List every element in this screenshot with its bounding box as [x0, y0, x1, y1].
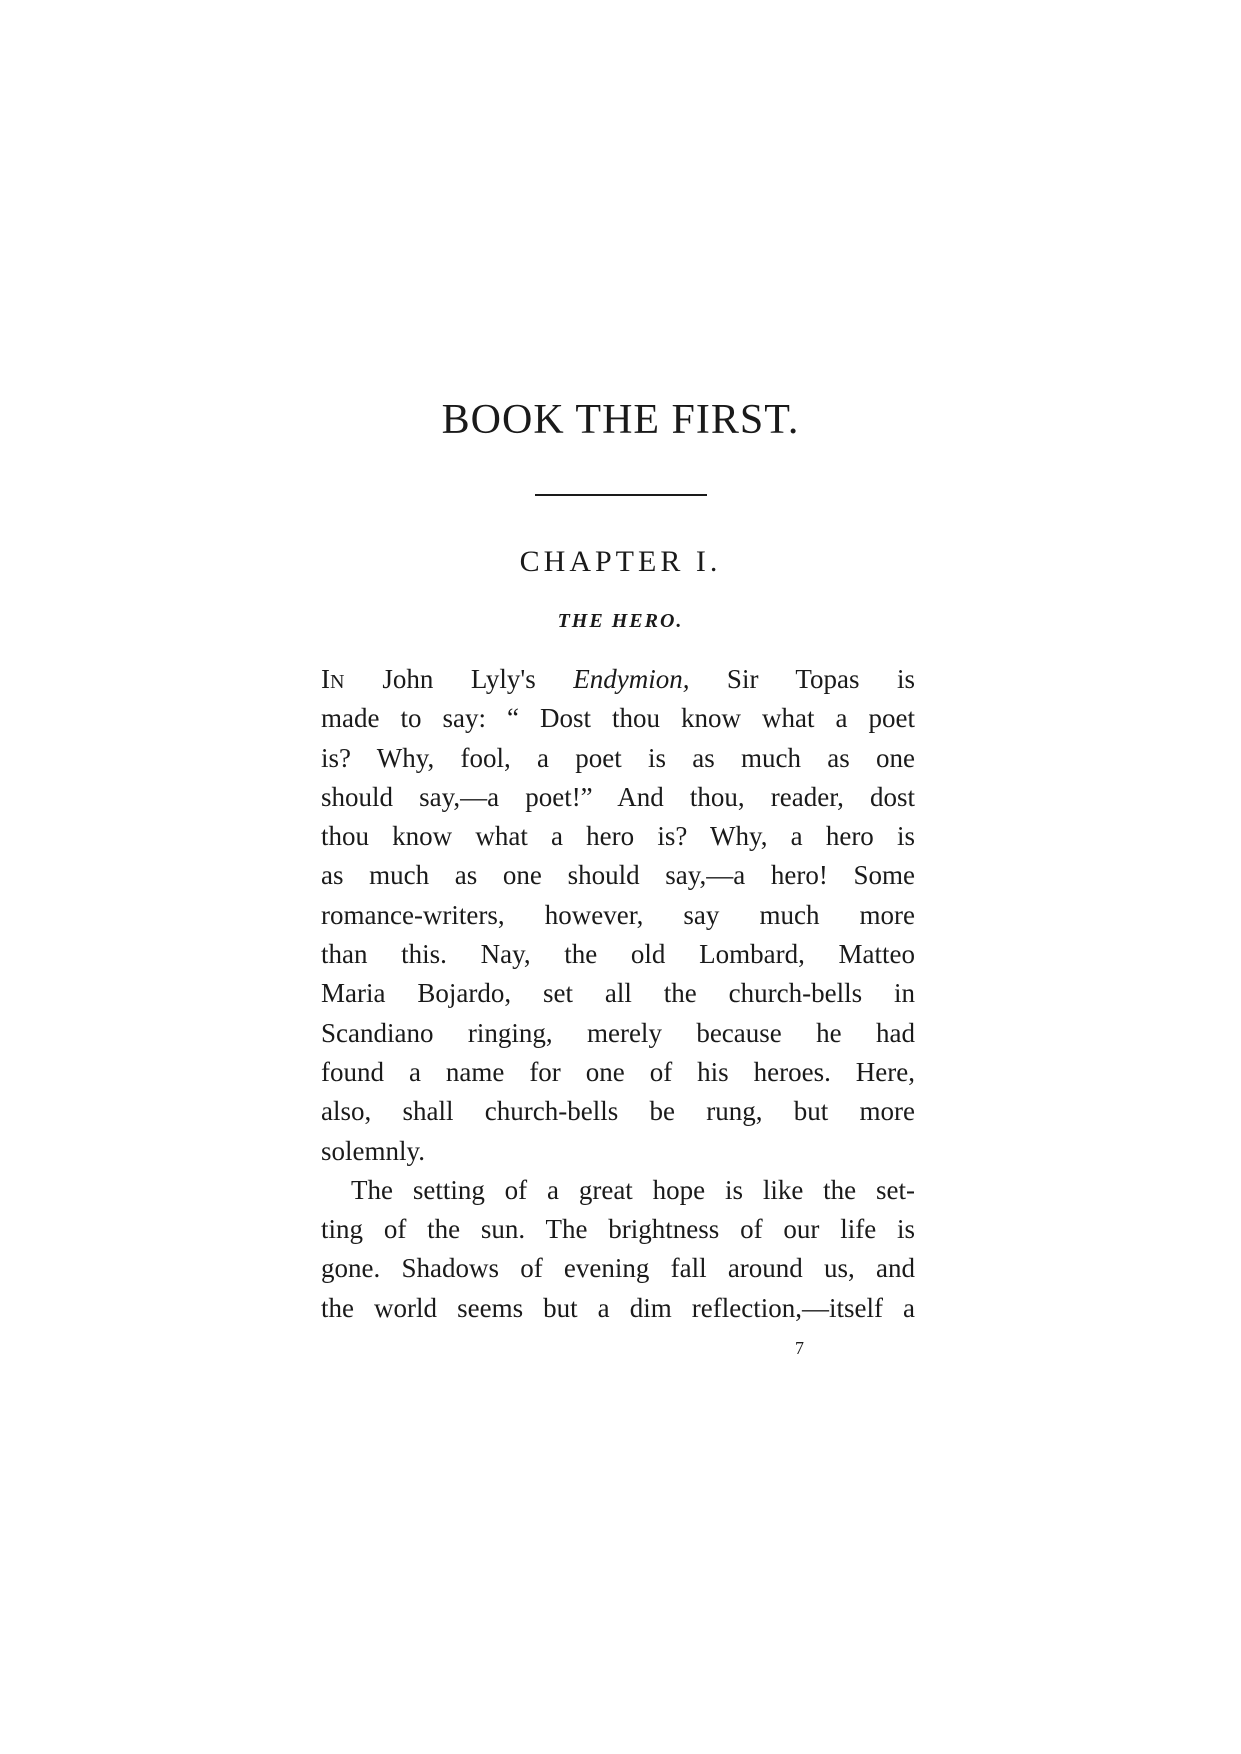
dropcap-initial: I: [321, 664, 330, 694]
text-line: made to say: “ Dost thou know what a poet: [321, 703, 915, 734]
text-line: found a name for one of his heroes. Here,: [321, 1056, 915, 1087]
text-segment: Sir Topas is: [689, 664, 915, 694]
book-title: BOOK THE FIRST.: [441, 397, 800, 443]
text-line: ting of the sun. The brightness of our life is: [321, 1214, 915, 1245]
text-line: as much as one should say,—a hero! Some: [321, 860, 915, 891]
text-line: The setting of a great hope is like the set-: [351, 1174, 915, 1205]
text-line: Maria Bojardo, set all the church-bells in: [321, 978, 915, 1009]
page-number: 7: [795, 1338, 804, 1358]
chapter-heading: CHAPTER I.: [519, 545, 722, 578]
text-line: romance-writers, however, say much more: [321, 899, 915, 930]
text-line: also, shall church-bells be rung, but more: [321, 1096, 915, 1127]
dropcap-smallcaps: N: [330, 671, 345, 693]
chapter-subtitle: THE HERO.: [557, 610, 684, 632]
title-rule: [535, 494, 707, 496]
text-line: gone. Shadows of evening fall around us, and: [321, 1253, 915, 1284]
text-line: than this. Nay, the old Lombard, Matteo: [321, 939, 915, 970]
text-line: the world seems but a dim reflection,—itself a: [321, 1292, 915, 1323]
text-line: Scandiano ringing, merely because he had: [321, 1017, 915, 1048]
text-line: solemnly.: [321, 1135, 425, 1166]
text-line: should say,—a poet!” And thou, reader, dost: [321, 781, 915, 812]
body-text: [321, 660, 915, 1328]
text-line: [321, 660, 915, 699]
text-line: is? Why, fool, a poet is as much as one: [321, 742, 915, 773]
italic-title: Endymion,: [573, 664, 690, 694]
text-line: thou know what a hero is? Why, a hero is: [321, 821, 915, 852]
text-segment: John Lyly's: [344, 664, 574, 694]
